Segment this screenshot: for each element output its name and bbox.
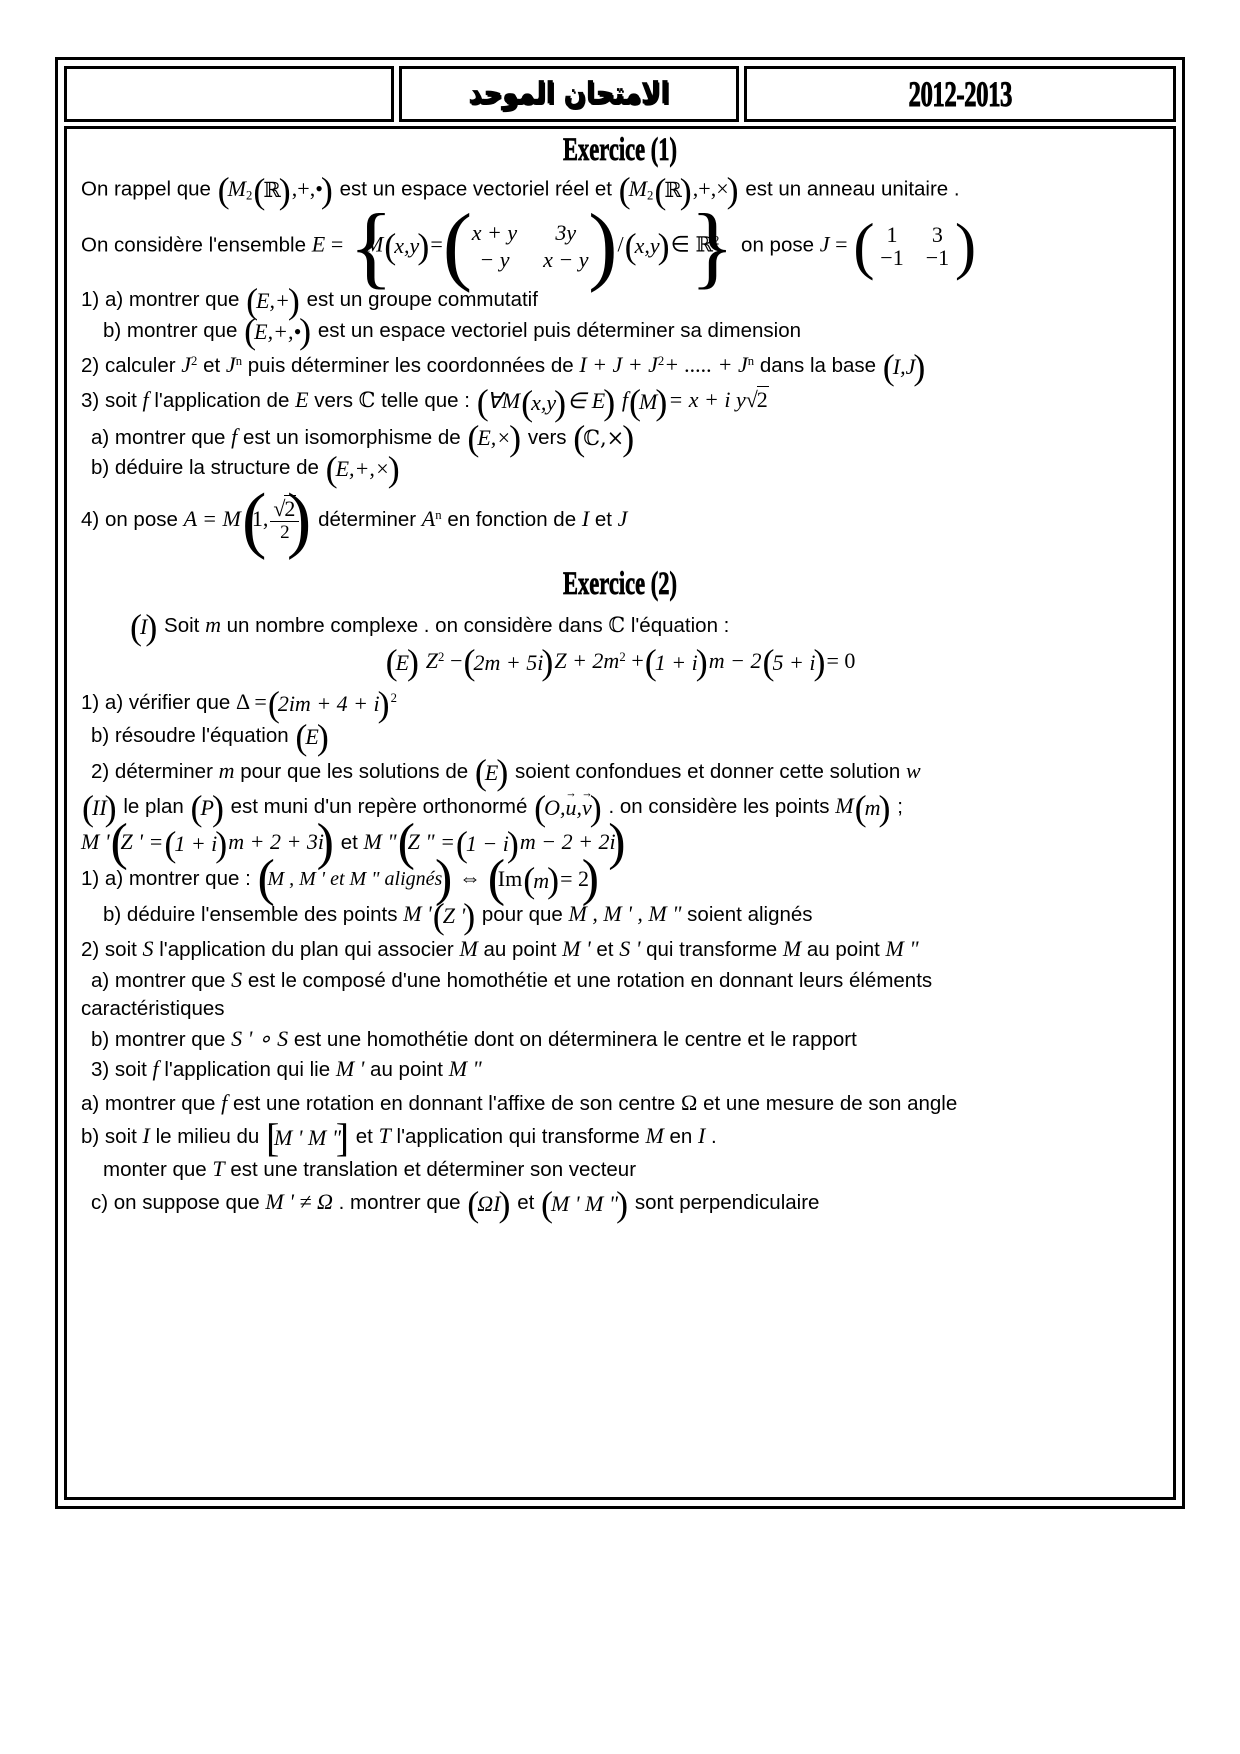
q3-soit: soit — [104, 389, 137, 413]
q5-text1: l'application qui lie — [164, 1058, 331, 1082]
set-builder-braces — [349, 219, 735, 273]
q5b-M: M — [645, 1123, 664, 1149]
ex2-q1a — [81, 690, 1159, 715]
p2-text1: le plan — [123, 795, 184, 819]
Mdprime-Zpp: Z " = — [407, 829, 455, 855]
eqE-d-exp: 2 — [619, 649, 626, 664]
q5c-OI: ΩI — [477, 1191, 501, 1217]
q4-text3: et — [596, 938, 614, 962]
eqE-g: m − 2 — [708, 647, 762, 673]
q3-E: E — [295, 387, 309, 413]
ex1-intro-line-1 — [81, 177, 1159, 203]
q3a-iff: ⇔ — [459, 864, 482, 890]
q4a-label: a) montrer que — [91, 968, 226, 992]
q3a-right-group — [487, 867, 600, 892]
Mprime-a-group — [163, 832, 228, 856]
exam-page — [55, 57, 1185, 1509]
q2-text1: pour que les solutions de — [240, 759, 469, 783]
eqE-d: Z + 2m — [554, 647, 620, 673]
intro-text-a: On rappel que — [81, 177, 211, 201]
m2r-symbol: M — [227, 176, 246, 201]
q2-et: et — [203, 354, 221, 378]
q4-text4: qui transforme — [646, 938, 778, 962]
q5c-MM-group — [540, 1192, 629, 1216]
et-text: et — [340, 830, 358, 854]
arabic-exam-title: الامتحان الموحد — [468, 76, 670, 112]
q4-Mp: M ' — [562, 936, 591, 962]
equals-3: = — [835, 231, 848, 257]
m2r-arg-ring — [653, 179, 692, 202]
q2-sum-part2: + ..... + J — [664, 352, 748, 378]
p1-m: m — [205, 612, 221, 638]
q1-number: 1) — [81, 288, 100, 312]
ex2-part1-intro — [81, 613, 1159, 638]
q4-An: A — [421, 505, 436, 531]
q5a-omega: Ω — [681, 1089, 698, 1115]
Mdprime-a: 1 − i — [465, 831, 509, 857]
q4-M2: M — [782, 936, 802, 962]
m2r-group-vs — [217, 177, 334, 203]
q3-text-2: l'application de — [154, 389, 290, 413]
q4-et: et — [594, 507, 612, 531]
q4-A-eq-M: A = M — [183, 505, 241, 531]
q4-number: 4) — [81, 507, 100, 531]
q5a-label: a) montrer que — [81, 1091, 216, 1115]
q3a-rest: est un isomorphisme de — [242, 425, 461, 449]
E-plus-dot-text: E,+,• — [254, 318, 302, 344]
q3a-im-eq: = 2 — [560, 865, 590, 891]
q3b-text: pour que — [481, 903, 563, 927]
m2r-subscript: 2 — [245, 188, 253, 203]
p2-text2: est muni d'un repère orthonormé — [230, 795, 528, 819]
q5b-segment-group — [265, 1126, 350, 1150]
p2-text3: . on considère les points — [608, 795, 830, 819]
q4-frac-den: 2 — [280, 522, 290, 544]
q3b-group — [325, 457, 401, 481]
q3-M: M — [639, 389, 658, 415]
intro-text-c: est un anneau unitaire . — [745, 177, 960, 201]
Mprime-group — [110, 830, 335, 855]
in-symbol: ∈ — [670, 231, 690, 257]
q4-determiner: déterminer — [318, 507, 417, 531]
q2-J: J — [181, 352, 192, 378]
ex2-q3b — [81, 902, 1159, 927]
such-that-slash: / — [617, 231, 624, 257]
on-pose-text: on pose — [741, 233, 814, 257]
q5c-et: et — [517, 1191, 535, 1215]
q5c-label: c) on suppose que — [91, 1191, 260, 1215]
q4a-text2: caractéristiques — [81, 997, 225, 1021]
set-intro-text: On considère l'ensemble — [81, 233, 306, 257]
q4a-S: S — [231, 966, 243, 992]
q2-sum-exp1: 2 — [657, 354, 665, 369]
M-symbol: M — [364, 231, 384, 257]
ex2-q4a-cont — [81, 998, 1159, 1020]
q2-number: 2) — [81, 354, 100, 378]
q4-text1: l'application du plan qui associer — [159, 938, 454, 962]
q3-fM: f — [621, 387, 629, 413]
q5c-text1: . montrer que — [338, 1191, 461, 1215]
eqE-label-group — [385, 651, 420, 675]
q3-M-group — [628, 390, 668, 414]
matrix-M-r1c0: − y — [479, 246, 510, 272]
q2-text-1: calculer — [104, 354, 176, 378]
eqE-Z: Z — [425, 647, 438, 673]
ex1-q4 — [81, 497, 1159, 544]
q2-E-group — [474, 761, 509, 785]
eqE-label: E — [395, 649, 410, 675]
q5b-line2b: est une translation et déterminer son vecteur — [230, 1157, 637, 1181]
part-I-group — [129, 615, 158, 639]
q2-label: 2) déterminer — [91, 759, 213, 783]
E-plus-dot-group — [243, 320, 312, 344]
q4-An-exp: n — [435, 507, 442, 522]
q2-E: E — [484, 759, 499, 785]
q5b-dot: . — [711, 1125, 717, 1149]
q5a-text: est une rotation en donnant l'affixe de son centre — [232, 1091, 676, 1115]
ex1-q3a — [81, 425, 1159, 450]
xy-pair — [624, 234, 671, 258]
q5b-text3: l'application qui transforme — [396, 1125, 640, 1149]
q4-arg-1: 1, — [251, 505, 269, 531]
p2-repere-group — [533, 796, 603, 820]
q3a-vers: vers — [527, 425, 567, 449]
header-cell-title — [399, 66, 739, 122]
q3a-Cx: ℂ,× — [583, 425, 625, 450]
q3a-Ex: E,× — [477, 425, 512, 451]
p2-m: m — [864, 795, 881, 821]
q3b-Mp: M ' — [403, 901, 432, 927]
q3b-label: b) déduire l'ensemble des points — [103, 903, 398, 927]
matrix-M-r0c1: 3y — [555, 219, 577, 245]
matrix-J-r0c1: 3 — [931, 221, 943, 247]
exam-body — [64, 126, 1176, 1500]
q5b-en: en — [669, 1125, 693, 1149]
r2-exponent: 2 — [712, 233, 720, 248]
matrix-J — [853, 223, 976, 269]
q3a-left-group — [256, 868, 453, 890]
ex2-q5b — [81, 1124, 1159, 1149]
p2-semicolon: ; — [897, 795, 903, 819]
matrix-J-r1c1: −1 — [925, 244, 950, 270]
eqE-f: 1 + i — [654, 649, 698, 675]
matrix-M-r0c0: ( x + y — [471, 219, 518, 245]
E-plus-group — [245, 289, 301, 313]
q3b-text: b) déduire la structure de — [91, 456, 319, 480]
q5b-et: et — [355, 1125, 373, 1149]
q3-C: ℂ — [358, 388, 376, 413]
ex1-q3 — [81, 388, 1159, 414]
eqE-f-group — [644, 651, 709, 675]
q1a-rest: est un groupe commutatif — [306, 288, 538, 312]
q2-text-3: puis déterminer les coordonnées de — [247, 354, 574, 378]
ex2-q4 — [81, 937, 1159, 961]
q1b-E-group — [294, 725, 329, 749]
reals-symbol-2: ℝ — [664, 178, 682, 203]
q5b-text1: le milieu du — [155, 1125, 260, 1149]
eqE-c-group — [462, 651, 554, 675]
q3-text-4: telle que : — [381, 389, 470, 413]
q3-inE: ∈ E — [567, 388, 606, 414]
p2-M: M — [835, 793, 854, 819]
q5-f: f — [152, 1056, 159, 1082]
q2-sum-part1: I + J + J — [579, 352, 658, 378]
ex2-q5 — [81, 1057, 1159, 1081]
q4-text5: au point — [806, 938, 880, 962]
ex2-q1b — [81, 725, 1159, 749]
m2r-subscript-2: 2 — [646, 188, 654, 203]
p1-text-3: l'équation : — [630, 614, 730, 638]
q5-Mpp: M " — [448, 1056, 482, 1082]
q2-m: m — [218, 757, 235, 783]
q3a-left-text: M , M ' et M " alignés — [267, 868, 443, 891]
p2-M-arg-group — [854, 796, 892, 820]
matrix-M — [443, 219, 618, 273]
q4b-text: est une homothétie dont on déterminera le centre et le rapport — [293, 1027, 857, 1051]
ex1-set-definition — [81, 219, 1159, 273]
m2r-symbol-2: M — [628, 176, 647, 201]
ex2-q4a — [81, 968, 1159, 992]
q4-Mpp: M " — [885, 936, 919, 962]
set-E-symbol: E — [311, 231, 326, 257]
q3-vers: vers — [314, 389, 353, 413]
Mdprime-symbol: M " — [363, 828, 397, 854]
q4-label: 2) soit — [81, 938, 137, 962]
q4-frac-num: 2 — [284, 495, 296, 521]
reals-symbol: ℝ — [263, 178, 281, 203]
q1a-delta: Δ = — [235, 689, 267, 715]
header-cell-left — [64, 66, 394, 122]
eqE-h: 5 + i — [772, 649, 816, 675]
q2-base-text: I,J — [892, 353, 916, 379]
q5b-segment: M ' M " — [273, 1125, 342, 1151]
q5b-I: I — [142, 1123, 150, 1149]
q3b-M-list: M , M ' , M " — [568, 901, 682, 927]
q3b-par: E,+,× — [335, 455, 390, 481]
ops-vs: ,+,• — [291, 176, 323, 201]
E-plus-text: E,+ — [256, 288, 290, 314]
q4-en-fonction: en fonction de — [447, 507, 577, 531]
ex2-equation-E — [81, 649, 1159, 674]
p2-P-group — [189, 796, 224, 820]
ex2-q2 — [81, 759, 1159, 784]
q2-Jn-exp: n — [235, 354, 243, 369]
q1b-text: b) montrer que — [103, 318, 238, 342]
M-args — [383, 234, 430, 258]
q1a-label: 1) a) vérifier que — [81, 691, 231, 715]
q3a-text: a) montrer que — [91, 425, 226, 449]
q5c-Mp: M ' ≠ Ω — [265, 1189, 333, 1215]
matrix-M-r1c1: x − y — [543, 246, 589, 272]
q4-text2: au point — [483, 938, 557, 962]
q3-forall: ∀M — [486, 388, 521, 414]
q5-label: 3) soit — [91, 1058, 147, 1082]
q5c-text2: sont perpendiculaire — [634, 1191, 820, 1215]
matrix-J-r1c0: −1 — [880, 244, 904, 270]
q4-fraction — [270, 497, 299, 544]
ex2-q5b-cont — [81, 1157, 1159, 1181]
q3-f: f — [142, 387, 149, 413]
q3a-im-arg-group — [522, 869, 560, 893]
p2-rep-comma: , — [576, 795, 583, 821]
eqE-h-group — [762, 651, 827, 675]
q5a-f: f — [221, 1089, 228, 1115]
q5b-line2a: monter que — [103, 1157, 207, 1181]
q3b-text2: soient alignés — [687, 903, 813, 927]
equals-1: = — [330, 231, 344, 257]
Mdprime-b: m − 2 + 2i — [519, 829, 616, 855]
q5b-label: b) soit — [81, 1125, 137, 1149]
matrix-J-r0c0: ( 1 — [886, 221, 898, 247]
exercise-2-title: Exercice (2) — [563, 567, 677, 603]
p1-soit: Soit — [164, 614, 200, 638]
q5c-OI-group — [466, 1192, 511, 1216]
m2r-arg-vs — [252, 179, 291, 202]
q5-Mp: M ' — [335, 1056, 365, 1082]
eqE-c: 2m + 5i — [473, 649, 544, 675]
q4a-text: est le composé d'une homothétie et une rotation en donnant leurs éléments — [247, 968, 933, 992]
intro-text-b: est un espace vectoriel réel et — [339, 177, 612, 201]
q4b-label: b) montrer que — [91, 1027, 226, 1051]
part-I-label: I — [140, 614, 148, 640]
p2-P: P — [200, 795, 214, 821]
q4-Sp: S ' — [619, 936, 641, 962]
q2-text2: soient confondues et donner cette solution — [515, 759, 901, 783]
q3-forall-group — [476, 389, 617, 414]
eqE-plus: + — [631, 647, 644, 673]
part-II-label: II — [92, 795, 107, 821]
ex2-q5c — [81, 1190, 1159, 1215]
school-year: 2012-2013 — [908, 73, 1012, 114]
p2-rep-u-vector: u → — [566, 796, 577, 819]
Mprime-b: m + 2 + 3i — [228, 829, 324, 855]
p1-text-2: un nombre complexe . on considère dans — [226, 614, 603, 638]
Mprime-symbol: M ' — [81, 828, 110, 854]
eqE-i: = 0 — [826, 647, 856, 673]
q5b-T: T — [378, 1123, 391, 1149]
p2-rep-v-vector: v → — [582, 796, 592, 819]
ex1-q1a — [81, 289, 1159, 313]
q4-I: I — [581, 505, 590, 531]
q3-sqrt: √2 — [745, 387, 768, 413]
header-table — [64, 66, 1176, 122]
q5b-I2: I — [698, 1123, 706, 1149]
q3a-f: f — [231, 423, 238, 449]
Mprime-Zp: Z ' = — [120, 829, 164, 855]
p1-C: ℂ — [608, 613, 626, 638]
q1a-text: a) montrer que — [104, 288, 240, 312]
q3b-Zp-group — [432, 904, 476, 928]
q1a-inner-group — [267, 692, 391, 716]
q3a-im: Im — [497, 865, 523, 891]
q5c-MM: M ' M " — [551, 1191, 619, 1217]
equals-2: = — [430, 231, 443, 257]
xy-pair-text: x,y — [634, 233, 660, 259]
q4-frac-top: √2 — [270, 497, 299, 523]
ops-ring: ,+,× — [692, 176, 729, 201]
q4-M: M — [459, 936, 478, 962]
q4-S: S — [142, 936, 154, 962]
exercise-1-title: Exercice (1) — [563, 132, 677, 168]
q3a-Ex-group — [466, 426, 522, 450]
p2-rep-O: O, — [544, 795, 566, 821]
ex1-q2 — [81, 353, 1159, 378]
q4b-SS: S ' ∘ S — [231, 1025, 289, 1051]
eqE-minus: − — [450, 647, 463, 673]
M-xy: x,y — [394, 233, 420, 259]
q2-text-4: dans la base — [759, 354, 877, 378]
q4-on-pose: on pose — [104, 507, 178, 531]
ex1-q1b — [81, 320, 1159, 344]
header-cell-year — [744, 66, 1176, 122]
q2-J-exp: 2 — [191, 354, 198, 369]
q3-sqrt-arg: 2 — [756, 387, 768, 413]
q1b-E: E — [305, 724, 319, 750]
q3b-Zp: Z ' — [442, 902, 466, 928]
q2-w: w — [905, 757, 921, 783]
q5-text2: au point — [370, 1058, 443, 1082]
ex1-q3b — [81, 457, 1159, 481]
q1a-inner: 2im + 4 + i — [277, 690, 380, 716]
Mprime-a: 1 + i — [174, 831, 218, 857]
q2-base-group — [882, 355, 927, 379]
q3a-label: 1) a) montrer que : — [81, 866, 251, 890]
q3-xy-group — [520, 391, 567, 415]
q3-xy: x,y — [531, 390, 557, 416]
q2-Jn: J — [225, 352, 236, 378]
q3a-im-m: m — [533, 867, 550, 893]
q3-number: 3) — [81, 389, 100, 413]
q2-sum-exp2: n — [747, 354, 755, 369]
q5b-line2-T: T — [212, 1155, 225, 1181]
r2-symbol: ℝ — [695, 232, 713, 257]
ex2-q5a — [81, 1091, 1159, 1115]
q4-J: J — [617, 505, 628, 531]
q1a-exp: 2 — [390, 691, 397, 706]
q3a-Cx-group — [572, 427, 635, 450]
eqE-Z-exp: 2 — [438, 649, 445, 664]
ex2-q4b — [81, 1027, 1159, 1051]
q1b-rest: est un espace vectoriel puis déterminer sa dimension — [317, 318, 802, 342]
q5a-text2: et une mesure de son angle — [703, 1091, 958, 1115]
q3-eq-rest: = x + i y — [668, 387, 746, 413]
J-symbol: J — [819, 231, 830, 257]
q1b-label: b) résoudre l'équation — [91, 724, 289, 748]
ex2-Mprime-defs — [81, 830, 1159, 856]
q4-A-args — [241, 497, 313, 544]
